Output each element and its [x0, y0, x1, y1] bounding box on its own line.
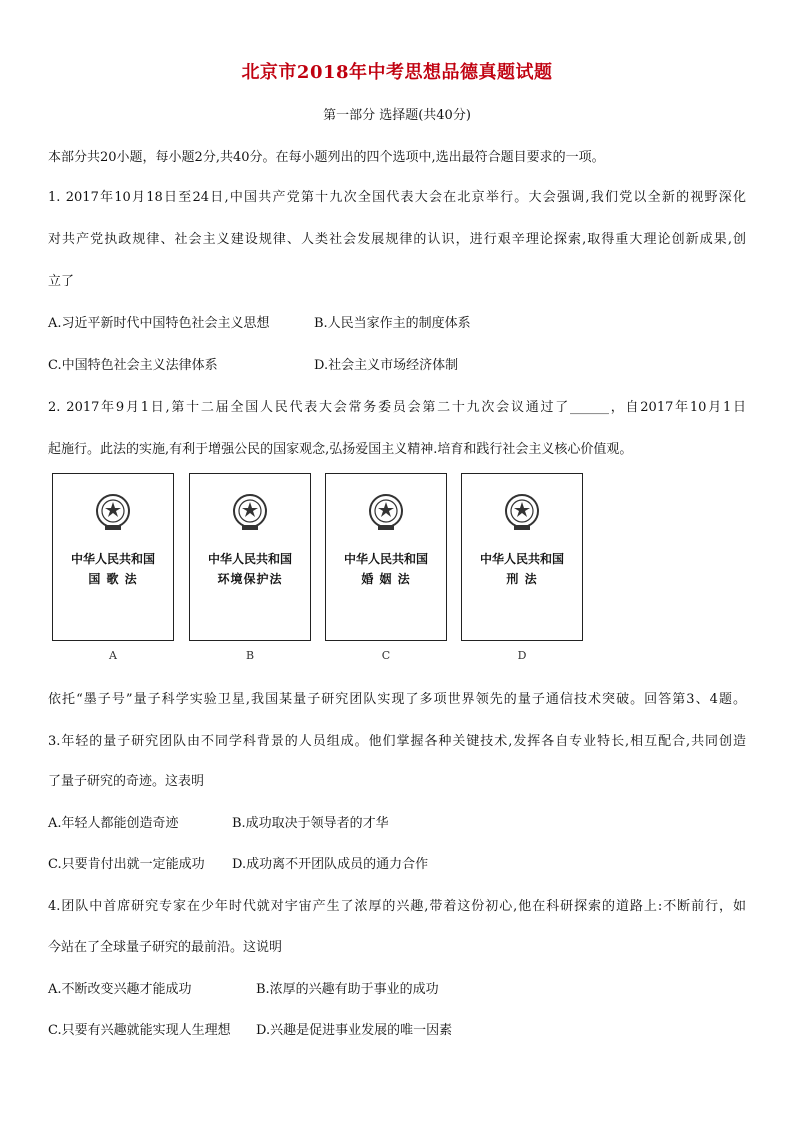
book-option-letter: A	[109, 649, 117, 662]
book-option-letter: D	[517, 649, 527, 662]
question-4-option-d: D.兴趣是促进事业发展的唯一因素	[256, 1023, 453, 1038]
book-title-line: 中华人民共和国	[70, 552, 155, 566]
question-3-text: 3.年轻的量子研究团队由不同学科背景的人员组成。他们掌握各种关键技术,发挥各自专业特长,相互配合,共同创造	[48, 734, 746, 749]
national-emblem-icon	[230, 492, 270, 532]
book-law-name: 婚 姻 法	[361, 572, 411, 586]
national-emblem-icon	[502, 492, 542, 532]
law-book-c	[325, 473, 447, 641]
question-1-text: 1. 2017年10月18日至24日,中国共产党第十九次全国代表大会在北京举行。大会强调,我们党以全新的视野深化	[48, 190, 746, 205]
book-title-line: 中华人民共和国	[479, 552, 564, 566]
question-4-option-a: A.不断改变兴趣才能成功	[48, 982, 192, 997]
section-heading: 第一部分 选择题(共40分)	[323, 108, 471, 123]
question-1-text: 立了	[48, 274, 75, 289]
book-law-name: 国 歌 法	[88, 572, 138, 586]
passage-intro: 依托“墨子号”量子科学实验卫星,我国某量子研究团队实现了多项世界领先的量子通信技术突破。回答第3、4题。	[48, 692, 746, 707]
law-book-figure	[48, 473, 608, 669]
page-title: 北京市2018年中考思想品德真题试题	[241, 62, 553, 83]
book-option-letter: B	[245, 649, 255, 662]
question-1-option-a: A.习近平新时代中国特色社会主义思想	[48, 316, 270, 331]
question-4-text: 今站在了全球量子研究的最前沿。这说明	[48, 940, 283, 955]
book-law-name: 刑 法	[506, 572, 538, 586]
question-4-option-c: C.只要有兴趣就能实现人生理想	[48, 1023, 231, 1038]
national-emblem-icon	[93, 492, 133, 532]
national-emblem-icon	[366, 492, 406, 532]
question-4-text: 4.团队中首席研究专家在少年时代就对宇宙产生了浓厚的兴趣,带着这份初心,他在科研探索的道路上:不断前行，如	[48, 899, 746, 914]
question-3-option-d: D.成功离不开团队成员的通力合作	[232, 857, 429, 872]
book-option-letter: C	[381, 649, 391, 662]
law-book-d	[461, 473, 583, 641]
question-1-option-c: C.中国特色社会主义法律体系	[48, 358, 218, 373]
question-1-option-d: D.社会主义市场经济体制	[314, 358, 459, 373]
question-3-option-a: A.年轻人都能创造奇迹	[48, 816, 179, 831]
book-law-name: 环境保护法	[217, 572, 283, 586]
law-book-b	[189, 473, 311, 641]
law-book-a	[52, 473, 174, 641]
question-2-text: 2. 2017年9月1日,第十二届全国人民代表大会常务委员会第二十九次会议通过了______，自2017年10月1日	[48, 400, 746, 415]
question-4-option-b: B.浓厚的兴趣有助于事业的成功	[256, 982, 439, 997]
question-3-option-b: B.成功取决于领导者的才华	[232, 816, 389, 831]
book-title-line: 中华人民共和国	[207, 552, 292, 566]
instructions: 本部分共20小题，每小题2分,共40分。在每小题列出的四个选项中,选出最符合题目要求的一项。	[48, 150, 605, 165]
question-1-option-b: B.人民当家作主的制度体系	[314, 316, 471, 331]
question-3-text: 了量子研究的奇迹。这表明	[48, 774, 205, 789]
question-1-text: 对共产党执政规律、社会主义建设规律、人类社会发展规律的认识，进行艰辛理论探索,取得重大理论创新成果,创	[48, 232, 746, 247]
question-2-text: 起施行。此法的实施,有利于增强公民的国家观念,弘扬爱国主义精神.培育和践行社会主义核心价值观。	[48, 442, 633, 457]
book-title-line: 中华人民共和国	[343, 552, 428, 566]
question-3-option-c: C.只要肯付出就一定能成功	[48, 857, 205, 872]
